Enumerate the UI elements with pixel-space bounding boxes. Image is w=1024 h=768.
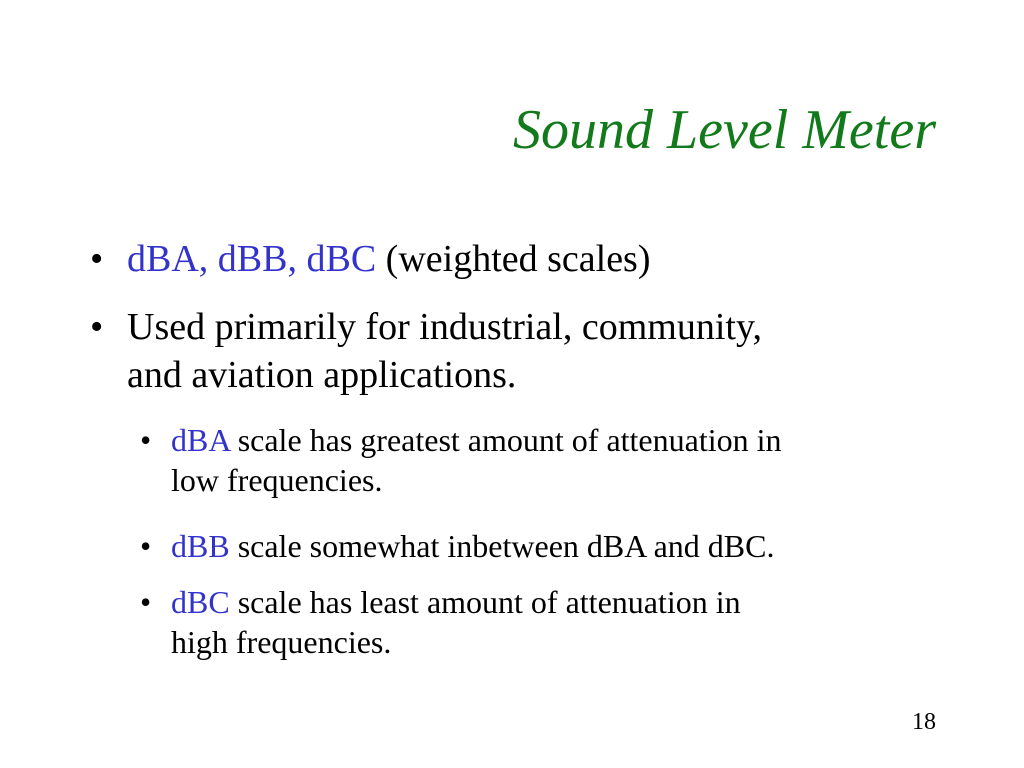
sub-bullet-line: high frequencies. — [171, 624, 392, 660]
bullet-rest: (weighted scales) — [376, 238, 651, 280]
sub-bullet-keyword: dBB — [171, 528, 230, 564]
page-number: 18 — [912, 709, 936, 735]
bullet-dot: • — [90, 306, 104, 348]
sub-bullet-line — [171, 582, 940, 622]
sub-bullet-dot: • — [140, 528, 152, 564]
sub-bullet-rest: scale somewhat inbetween dBA and dBC. — [229, 528, 775, 564]
sub-bullet-rest: scale has least amount of attenuation in — [229, 584, 741, 620]
sub-bullet-dot: • — [140, 584, 152, 620]
bullet-line: Used primarily for industrial, community, — [127, 306, 762, 348]
sub-bullet-rest: scale has greatest amount of attenuation in — [229, 422, 782, 458]
slide-title: Sound Level Meter — [513, 99, 936, 161]
bullet-keyword: dBA, dBB, dBC — [127, 238, 377, 280]
bullet-text — [127, 236, 910, 284]
sub-bullet-text — [171, 420, 940, 500]
sub-bullet-dot: • — [140, 422, 152, 458]
bullet-text — [127, 304, 910, 399]
bullet-line: and aviation applications. — [127, 353, 517, 396]
sub-bullet-line — [171, 420, 940, 460]
sub-bullet-text — [171, 582, 940, 662]
sub-bullet-line: low frequencies. — [171, 462, 383, 498]
sub-bullet-keyword: dBA — [171, 422, 230, 458]
bullet-dot: • — [90, 238, 104, 280]
sub-bullet-keyword: dBC — [171, 584, 230, 620]
sub-bullet-text — [171, 526, 940, 566]
